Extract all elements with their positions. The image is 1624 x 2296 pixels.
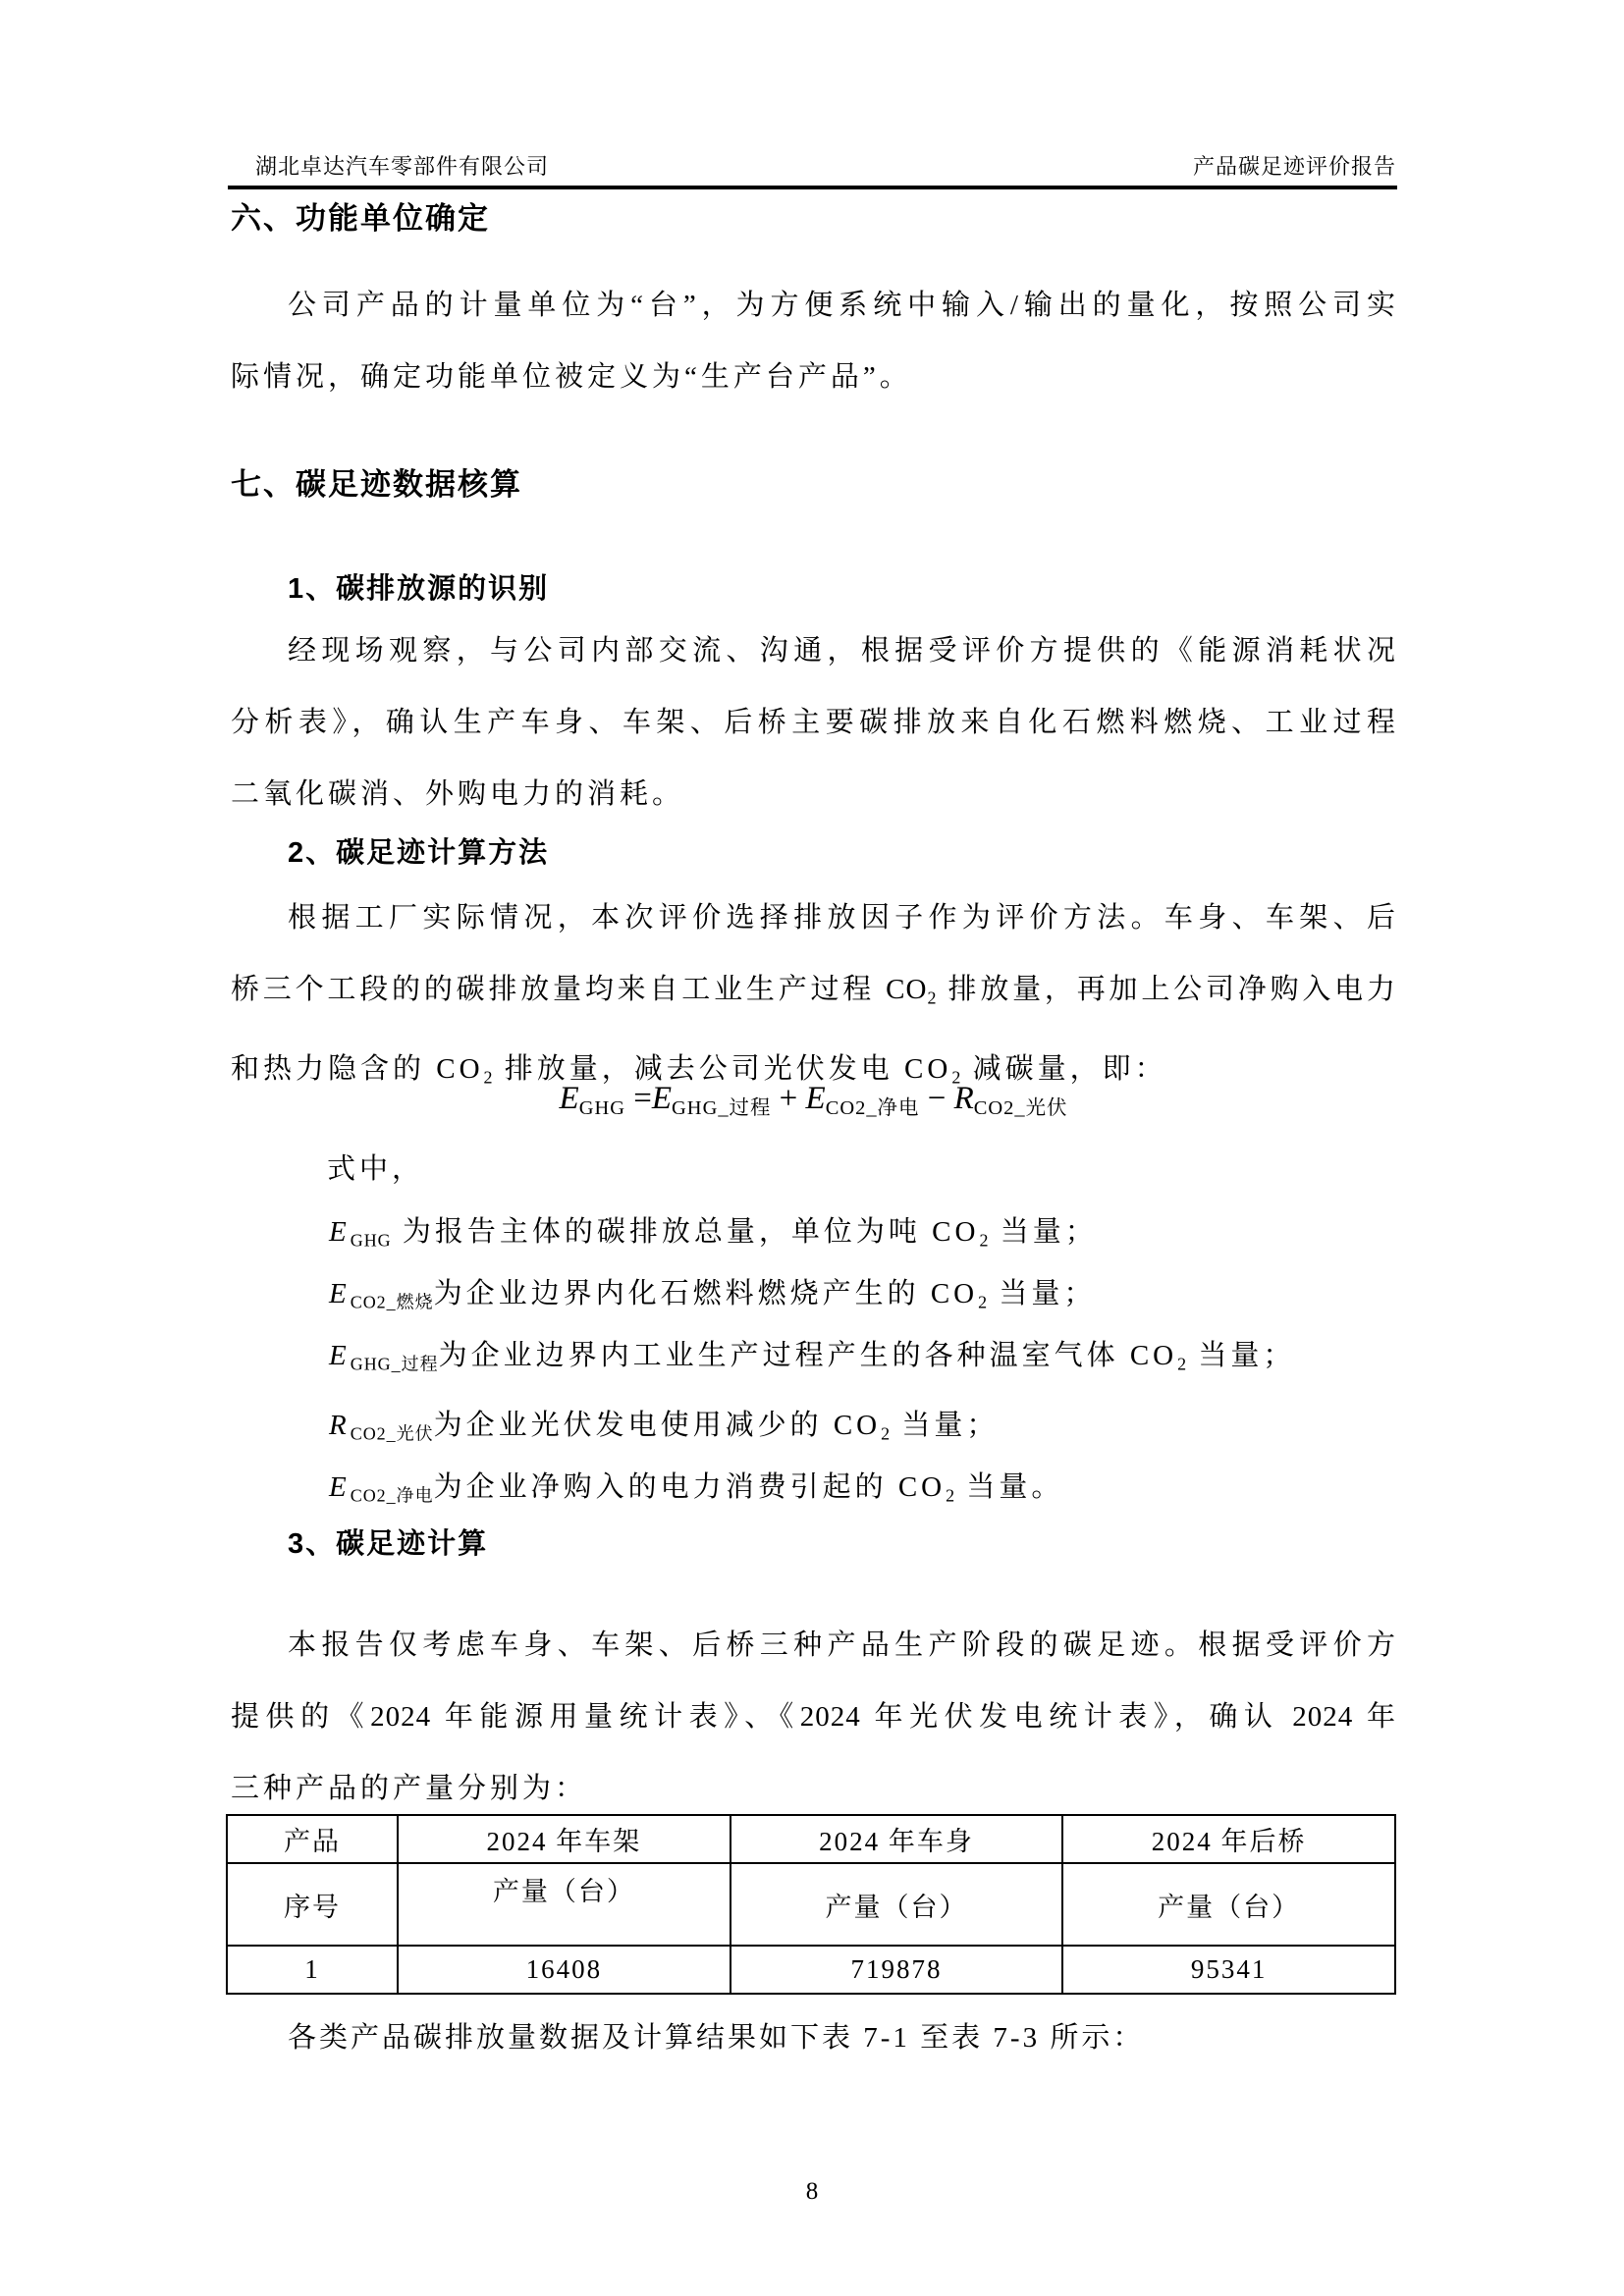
subscript-text: CO2_光伏 — [350, 1423, 434, 1444]
header-rule — [228, 186, 1397, 189]
table-cell-rear-axle-output: 95341 — [1062, 1946, 1395, 1994]
formula-symbol: E — [329, 1216, 351, 1248]
production-table — [226, 1814, 1396, 1995]
text-segment: 当量； — [891, 1410, 1000, 1441]
table-cell-serial-label: 序号 — [227, 1863, 398, 1946]
formula-symbol: R — [329, 1410, 351, 1441]
subscript-text: 2 — [927, 988, 938, 1008]
subsection-3-title: 3、碳足迹计算 — [288, 1528, 489, 1560]
text-segment: 为企业净购入的电力消费引起的 CO — [433, 1471, 947, 1503]
ghg-formula — [231, 1076, 1396, 1131]
formula-term-definition — [231, 1406, 1396, 1453]
paragraph-line — [231, 954, 1396, 1034]
subscript-text: GHG — [578, 1097, 625, 1120]
formula-term-definition — [231, 1336, 1396, 1383]
subscript-text: 2 — [979, 1230, 990, 1251]
formula-where-label: 式中， — [327, 1153, 425, 1185]
page-header — [231, 152, 1396, 182]
header-company-name: 湖北卓达汽车零部件有限公司 — [255, 154, 550, 179]
formula-symbol: R — [953, 1081, 974, 1116]
subscript-text: CO2_燃烧 — [350, 1292, 434, 1312]
subsection-3-paragraph — [231, 1610, 1396, 1825]
text-segment: 为报告主体的碳排放总量，单位为吨 CO — [391, 1216, 980, 1248]
text-segment: 排放量，再加上公司净购入电力 — [937, 974, 1396, 1005]
subscript-text: 2 — [483, 1067, 494, 1088]
section-7-title: 七、碳足迹数据核算 — [231, 467, 522, 502]
text-segment: 当量； — [989, 1216, 1098, 1248]
table-unit-row — [227, 1863, 1395, 1946]
subscript-text: 2 — [1177, 1354, 1188, 1374]
subscript-text: GHG_过程 — [350, 1354, 439, 1374]
table-cell-output-unit: 产量（台） — [731, 1863, 1063, 1946]
table-header-row — [227, 1815, 1395, 1863]
subsection-2-title: 2、碳足迹计算方法 — [288, 837, 550, 869]
subscript-text: CO2_净电 — [825, 1097, 920, 1120]
table-data-row — [227, 1946, 1395, 1994]
page-number: 8 — [805, 2178, 819, 2205]
subscript-text: 2 — [881, 1423, 892, 1444]
section-6-title: 六、功能单位确定 — [231, 201, 490, 236]
formula-term-definition — [231, 1212, 1396, 1259]
formula-symbol: E — [559, 1081, 579, 1116]
section-6-paragraph — [231, 270, 1396, 413]
text-segment: 桥三个工段的的碳排放量均来自工业生产过程 CO — [231, 974, 928, 1005]
subsection-1-title: 1、碳排放源的识别 — [288, 573, 550, 605]
formula-symbol: E — [329, 1278, 351, 1309]
table-reference-line: 各类产品碳排放量数据及计算结果如下表 7-1 至表 7-3 所示： — [288, 2022, 1145, 2054]
table-cell-frame-output: 16408 — [398, 1946, 731, 1994]
subscript-text: 2 — [978, 1292, 989, 1312]
table-cell-output-unit: 产量（台） — [1062, 1863, 1395, 1946]
table-cell-output-unit: 产量（台） — [398, 1863, 731, 1946]
formula-symbol: E — [651, 1081, 673, 1116]
text-segment: 当量； — [1187, 1340, 1296, 1371]
table-cell-body-2024: 2024 年车身 — [731, 1815, 1063, 1863]
formula-symbol: E — [329, 1471, 351, 1503]
subscript-text: CO2_光伏 — [973, 1097, 1068, 1120]
table-cell-frame-2024: 2024 年车架 — [398, 1815, 731, 1863]
subscript-text: GHG_过程 — [672, 1097, 772, 1120]
paragraph-line: 三种产品的产量分别为： — [231, 1773, 588, 1804]
formula-symbol: E — [805, 1081, 826, 1116]
text-segment: − — [919, 1081, 954, 1116]
text-segment: 排放量，减去公司光伏发电 CO — [493, 1053, 952, 1086]
text-segment: 为企业光伏发电使用减少的 CO — [433, 1410, 882, 1441]
paragraph-line: 分析表》，确认生产车身、车架、后桥主要碳排放来自化石燃料燃烧、工业过程 — [231, 707, 1396, 738]
table-cell-serial-number: 1 — [227, 1946, 398, 1994]
paragraph-line: 经现场观察，与公司内部交流、沟通，根据受评价方提供的《能源消耗状况 — [288, 635, 1396, 667]
paragraph-line: 公司产品的计量单位为“台”，为方便系统中输入/输出的量化，按照公司实 — [288, 290, 1396, 321]
text-segment: 减碳量，即： — [961, 1053, 1167, 1086]
text-segment: 为企业边界内工业生产过程产生的各种温室气体 CO — [438, 1340, 1178, 1371]
subscript-text: 2 — [946, 1485, 956, 1506]
subscript-text: 2 — [951, 1067, 962, 1088]
paragraph-line: 二氧化碳消、外购电力的消耗。 — [231, 778, 685, 810]
paragraph-line: 提供的《2024 年能源用量统计表》、《2024 年光伏发电统计表》，确认 2024 年 — [231, 1701, 1396, 1733]
subscript-text: GHG — [350, 1230, 392, 1251]
paragraph-line: 根据工厂实际情况，本次评价选择排放因子作为评价方法。车身、车架、后 — [288, 902, 1396, 934]
header-report-title: 产品碳足迹评价报告 — [1192, 154, 1396, 179]
subscript-text: CO2_净电 — [350, 1485, 434, 1506]
text-segment: 和热力隐含的 CO — [231, 1053, 484, 1086]
paragraph-line: 本报告仅考虑车身、车架、后桥三种产品生产阶段的碳足迹。根据受评价方 — [288, 1629, 1396, 1661]
formula-term-definition — [231, 1274, 1396, 1321]
text-segment: = — [625, 1081, 652, 1116]
table-cell-rear-axle-2024: 2024 年后桥 — [1062, 1815, 1395, 1863]
text-segment: + — [771, 1081, 806, 1116]
text-segment: 当量。 — [955, 1471, 1064, 1503]
formula-term-definition — [231, 1468, 1396, 1515]
subsection-1-paragraph — [231, 615, 1396, 830]
paragraph-line: 际情况，确定功能单位被定义为“生产台产品”。 — [231, 361, 912, 393]
text-segment: 为企业边界内化石燃料燃烧产生的 CO — [433, 1278, 979, 1309]
text-segment: 当量； — [988, 1278, 1097, 1309]
table-cell-body-output: 719878 — [731, 1946, 1063, 1994]
formula-symbol: E — [329, 1340, 351, 1371]
table-cell-product-label: 产品 — [227, 1815, 398, 1863]
